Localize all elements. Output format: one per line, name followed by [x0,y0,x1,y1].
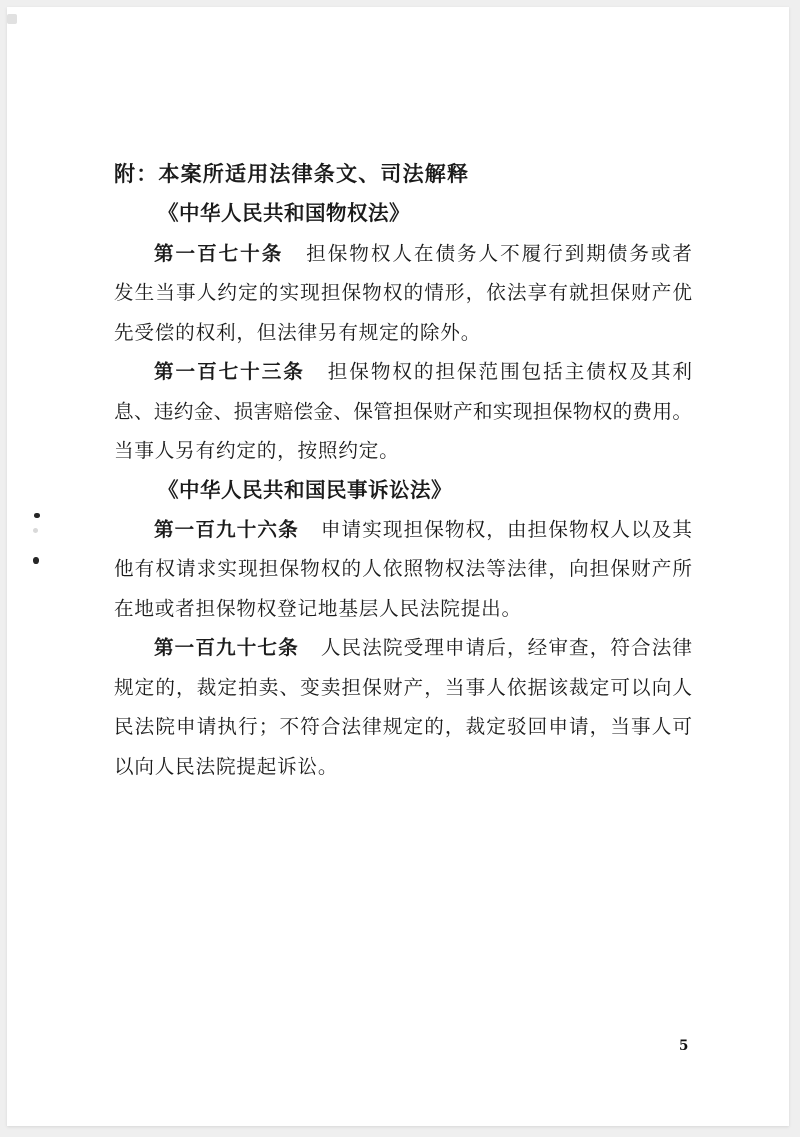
law-title: 《中华人民共和国物权法》 [158,201,410,226]
article-body-text: 申请实现担保物权，由担保物权人以及其 [319,517,693,541]
article-number-gap [283,259,304,260]
article-first-line [114,352,692,391]
article-first-line [114,234,692,273]
article-number: 第一百九十七条 [154,636,299,660]
article-body-text: 人民法院受理申请后，经审查，符合法律 [319,636,693,660]
edge-dot-faint [33,528,38,533]
article-number-gap [299,653,320,654]
edge-dot-top [34,513,40,518]
article-body-text: 担保物权的担保范围包括主债权及其利 [325,360,693,384]
document-page [7,7,789,1126]
scan-smudge-mark [7,14,17,24]
article-text-line: 在地或者担保物权登记地基层人民法院提出。 [114,596,522,620]
edge-dot-bottom [33,557,39,564]
article-number: 第一百九十六条 [154,517,299,541]
article-text-line: 民法院申请执行；不符合法律规定的，裁定驳回申请，当事人可 [114,715,692,739]
article-text-line: 发生当事人约定的实现担保物权的情形，依法享有就担保财产优 [114,281,692,305]
attachment-heading: 附：本案所适用法律条文、司法解释 [114,162,470,186]
article-number: 第一百七十三条 [154,360,305,384]
article-text-line: 规定的，裁定拍卖、变卖担保财产，当事人依据该裁定可以向人 [114,675,692,699]
article-text-line: 当事人另有约定的，按照约定。 [114,439,400,463]
article-number: 第一百七十条 [154,241,284,265]
article-text-line: 他有权请求实现担保物权的人依照物权法等法律，向担保财产所 [114,557,692,581]
article-number-gap [305,377,326,378]
legal-text-block [114,155,692,786]
article-first-line [114,628,692,667]
law-title: 《中华人民共和国民事诉讼法》 [158,477,452,502]
article-first-line [114,510,692,549]
article-text-line: 以向人民法院提起诉讼。 [114,754,339,778]
page-number: 5 [679,1038,689,1054]
article-body-text: 担保物权人在债务人不履行到期债务或者 [304,241,692,265]
article-text-line: 先受偿的权利，但法律另有规定的除外。 [114,320,482,344]
article-number-gap [299,535,320,536]
article-text-line: 息、违约金、损害赔偿金、保管担保财产和实现担保物权的费用。 [114,399,692,423]
